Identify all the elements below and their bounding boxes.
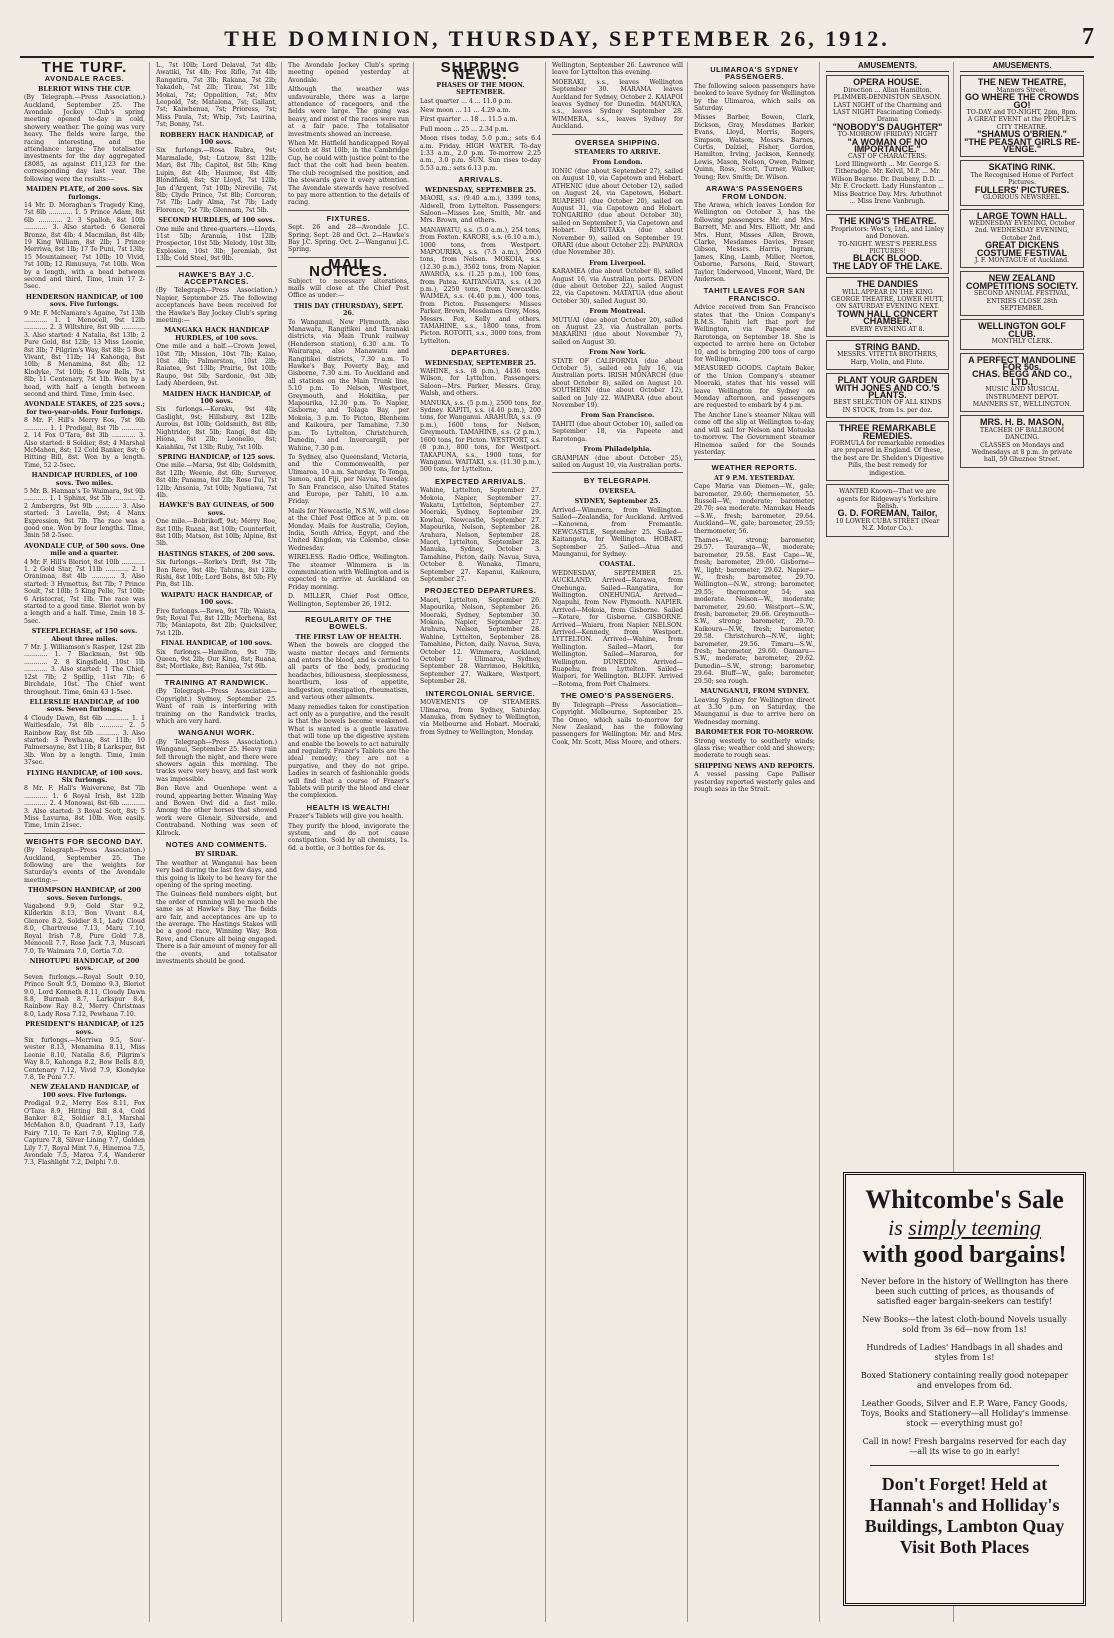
filler-text: Although the weather was unfavourable, there was a large attendance of racegoers, and the fields were large. The going was heavy, and most of the races were run at a fair pace. The totalisator investments showed an increase. — [288, 86, 409, 138]
divider — [288, 611, 409, 612]
dickens-title: GREAT DICKENS COSTUME FESTIVAL — [976, 240, 1068, 258]
filler-text: WEDNESDAY, SEPTEMBER 25. AUCKLAND. Arrived—Rarawa, from Onehunga. Sailed—Rangatira, for Wellington. ONEHUNGA. Arrived—Ngapuhi, from New Plymouth. NAPIER. Arrived—Mokoia, from Gisborne. Sailed—Kotare, for Gisborne. GISBORNE. Arrived—Waiaru, from Napier. NELSON. Arrived—Kennedy, from Westport. LYTTELTON. Arrived—Wahine, from Wellington. Sailed—Maori, for Wellington. Sailed—Mararoa, for Wellington. DUNEDIN. Arrived—Ruapehu, from Lyttelton. Sailed—Waipori, for Wellington. BLUFF. Arrived—Rotoma, from Port Chalmers. — [552, 569, 683, 688]
filler-text: MEASURED GOODS. Captain Baker, of the Union Company's steamer Moeraki, states that his vessel will leave Wellington for Sydney on Monday afternoon, and passengers are requested to embark by 4 p.m. — [694, 365, 815, 410]
filler-text: Wahine, Lyttelton, September 27. Mokoia, Napier, September 27. Wakatu, Lyttelton, September 27. Moeraki, Sydney, September 29. Kowhai, Newcastle, September 27. Mapourika, Nelson, September 28. Arahura, Nelson, September 28. Maori, Lyttelton, September 28. Manuka, Sydney, October 3. Tamahine, Picton, daily. Navua, Suva, October 8. Wanaka, Timaru, September 27. Kapanui, Kaikoura, September 27. — [420, 487, 541, 583]
from-liverpool: From Liverpool. — [589, 258, 646, 267]
whitcombe-para: New Books—the latest cloth-bound Novels usually sold from 3s 6d—now from 1s! — [862, 1315, 1067, 1334]
filler-text: Six furlongs.—Rorke's Drift, 9st 7lb; Bon Reve, 9st 4lb; Tahuna, 8st 12lb; Rishi, 8st 10lb; Lord Bobs, 8st 5lb; Fly Pin, 8st 1lb. — [156, 559, 277, 589]
filler-text: Moon rises today, 5.0 p.m.; sets 6.4 a.m. Friday. HIGH WATER. To-day 1.33 a.m., 2.0 p.m. To-morrow 2.25 a.m., 3.0 p.m. SUN. Sun rises to-day 5.53 a.m.; sets 6.13 p.m. — [420, 135, 541, 172]
filler-text: STATE OF CALIFORNIA (due about October 5), sailed on July 16, via Australian ports. IRISH MONARCH (due about October 8), sailed on August 10. SOUTHERN (due about October 12), sailed on July 22. WAIPARA (due about November 19). — [552, 357, 683, 410]
entries-close: ENTRIES CLOSE 28th SEPTEMBER. — [986, 297, 1058, 312]
section-text: Wellington, September 26. Lawrence will leave for Lyttelton this evening. — [552, 62, 683, 77]
race-heading: FLYING HANDICAP, of 100 sovs. Six furlongs. — [26, 768, 143, 784]
filler-text: 8 Mr. F. Hall's Waiverene, 8st 7lb ............ 1. 6 Royal Irish, 8st 12lb ............ 2. 4 Monowai, 8st 6lb ............ 3. Also started: 3 Royal Scott, 8st; 5 Miss Lavurna, 8st 10lb. Won easily. Time, 1min 21sec. — [24, 785, 145, 830]
weights-heading: WEIGHTS FOR SECOND DAY. — [25, 836, 144, 846]
skating-text: The Recognised Home of Perfect Pictures. — [970, 171, 1074, 187]
from-new-york: From New York. — [589, 348, 646, 357]
begg-address: MANNERS ST., WELLINGTON. — [972, 401, 1072, 409]
section-text: (By Telegraph—Press Association.) Napier, September 25. The following acceptances have been received for the Hawke's Bay Jockey Club's spring meeting:— — [156, 287, 277, 324]
plants-ad — [826, 373, 949, 418]
opera-season: PLIMMER-DENNISTON SEASON. — [833, 94, 942, 102]
tailor-name: G. D. FOREMAN, Tailor, — [837, 508, 938, 519]
arrivals-date: WEDNESDAY, SEPTEMBER 25. — [424, 185, 537, 194]
begg-subtitle: MUSIC AND MUSICAL INSTRUMENT DEPOT. — [985, 386, 1059, 401]
skating-title: SKATING RINK. — [988, 162, 1056, 173]
every-evening: EVERY EVENING AT 8. — [850, 325, 925, 333]
cast-heading: CAST OF CHARACTERS: — [848, 153, 927, 161]
section-text: (By Telegraph—Press Association—Copyright.) Sydney, September 25. Want of rain is interfering with training on the Randwick tracks, which are very hard. — [156, 688, 277, 725]
feature-title: "THE PEASANT GIRLS RE-VENGE." — [964, 136, 1080, 155]
mail-day: THIS DAY (THURSDAY), SEPT. 26. — [293, 301, 404, 318]
go-where: GO WHERE THE CROWDS GO! — [965, 92, 1079, 110]
filler-text: D. MILLER, Chief Post Office, Wellington, September 26, 1912. — [288, 593, 409, 608]
large-hall-text: WEDNESDAY EVENING, October 2nd. WEDNESDAY EVENING, October 2nd. — [969, 219, 1075, 242]
mason-subtitle: TEACHER OF BALLROOM DANCING. — [979, 426, 1065, 442]
filler-text: The Guineas field numbers eight, but the order of running will be much the same as at Hawke's Bay. The fields are fair, and acceptances are up to the average. The Hastings Stakes will be a good race, Winning Way, Bon Reve, and Clenure all being engaged. There is a fair amount of money for all the events, and totalisator investments should be good. — [156, 891, 277, 966]
telegraph-heading: BY TELEGRAPH. — [583, 476, 652, 486]
whitcombe-para: Leather Goods, Silver and E.P. Ware, Fancy Goods, Toys, Books and Stationery—all Holiday's immense stock — everything must go! — [860, 1399, 1069, 1428]
turf-subheading-2: BLERIOT WINS THE CUP. — [38, 84, 131, 93]
weather-subheading: AT 9 P.M. YESTERDAY. — [714, 473, 795, 482]
filler-text: One mile and three-quarters.—Lloyds, 11st 5lb; Aranuia, 10st 12lb; Prospector, 10st 5lb; Melody, 10st 3lb; Explosion, 10st 3lb; Jeremiah, 9st 13lb; Cold Steel, 9st 9lb. — [156, 225, 277, 263]
divider — [552, 134, 683, 135]
newspaper-title: THE DOMINION, THURSDAY, SEPTEMBER 26, 1912. — [224, 26, 890, 51]
tailor-address: 10 LOWER CUBA STREET (Near N.Z. Motor Co.). — [835, 517, 940, 533]
filler-text: Six furlongs.—Koraku, 9st 4lb; Gaslight, 9st; Hillsbury, 8st 12lb; Aurous, 8st 10lb; Goldsmith, 8st 8lb; Nightrider, 8st 5lb; Rangi, 8st 4lb; Hiona, 8st 2lb; Leonello, 8st; Kaiahiku, 7st 13lb; Ruby, 7st 10lb. — [156, 406, 277, 451]
classes-text: CLASSES on Mondays and Wednesdays at 8 p.m. in private hall, 59 Ghuznee Street. — [971, 441, 1073, 464]
filler-text: Arrived—Wimmera, from Wellington. Sailed—Zealandia, for Auckland. Arrived—Kanowna, from Fremantle. NEWCASTLE, September 25. Sailed—Kaitangata, for Wellington. HOBART, September 25. Sailed—Atua and Maunganui, for Sydney. — [552, 506, 683, 558]
whitcombe-bargains: with good bargains! — [862, 1242, 1067, 1268]
filler-text: Five furlongs.—Rewa, 9st 7lb; Waiata, 9st; Royal Tui, 8st 12lb; Morhena, 8st 7lb; Maniapoto, 8st 2lb; Quicksilver, 7st 12lb. — [156, 607, 277, 637]
arrivals-heading: ARRIVALS. — [458, 175, 503, 185]
mandoline-title: A PERFECT MANDOLINE FOR 50s. — [968, 354, 1076, 372]
filler-text: 8 Mr. F. Hill's Merry Eos, 7st 9lb ............ 1. 1 Prodigal, 8st 7lb ............ 2. 14 Fox O'Tara, 8st 3lb ............ 3. Also started: 8 Soldier, 8st; 4 Marshal McMahon, 8st; 12 Cold Banker, 8st; 6 Hitting Bill, 8st. Won by a length. Time, 52 2-5sec. — [24, 417, 145, 469]
filler-text: The Arawa, which leaves London for Wellington on October 3, has the following passengers: Mr. and Mrs. Barrett, Mr. and Mrs. Elliott, Mr. and Mrs. Hunt, Misses Allen, Brown, Clarke, Mesdames Davies, Fraser, Gibson, Messrs. Harris, Ingram, James, King, Lamb, Miller, Norton, Osborne, Parsons, Reid, Stewart, Taylor, Underwood, Vincent, Ward, Dr. Anderson. — [694, 201, 815, 283]
fullers-title: FULLERS' PICTURES. — [974, 184, 1070, 195]
filler-text: 14 Mr. D. Moraghan's Tragedy King, 7st 8lb ............ 1. 5 Prince Adam, 8st 6lb ............ 2. 3 Spalloh, 8st 10lb ............ 3. Also started: 6 General Bronze, 8st 4lb; 4 Macmilan, 8st 4lb; 19 King William, 8st 2lb; 1 Prince Merriwa, 8st 1lb; 17 Te Puni, 7st 13lb; 15 Mountaineer, 7st 10lb; 10 Vivid, 7st 10lb; 12 Rimusuya, 7st 10lb. Won by a length, with a head between second and third. Time, 1min 17 2-5sec. — [24, 201, 145, 291]
glorious-text: GLORIOUS NEWSREEL. — [982, 194, 1062, 202]
divider — [156, 674, 277, 675]
whitcombe-para: Boxed Stationery containing really good notepaper and envelopes from 6d. — [860, 1371, 1069, 1390]
weather-heading: WEATHER REPORTS. — [711, 463, 798, 473]
section-heading-shipping: SHIPPING NEWS. — [440, 62, 521, 84]
filler-text: Strong westerly to southerly winds; glass rise; weather cold and showery; moderate to rough seas. — [694, 737, 815, 760]
section-text: Subject to necessary alterations, mails will close at the Chief Post Office as under:— — [288, 277, 409, 300]
filler-text: Bon Reve and Ouenhope went a round, appearing better. Winning Way and Bowen Owl did a fast mile. Among the other horses that showed work were Glenair, Silverside, and Contraband. Nothing was seen of Kilrock. — [156, 785, 277, 837]
section-heading: NOTES AND COMMENTS. — [165, 840, 268, 849]
filler-text: WIRELESS. Radio Office, Wellington. The steamer Wimmera is in communication with Wellington and is expected to arrive at Auckland on Friday morning. — [288, 554, 409, 591]
filler-text: MANUKA, s.s. (5 p.m.), 2500 tons, for Sydney. KAPITI, s.s. (4.40 p.m.), 200 tons, for Wanganui. ARAHURA, s.s. (9 p.m.), 1600 tons, for Nelson, Greymouth. TAMAHINE, s.s. (2 p.m.), 1600 tons, for Picton. WESTPORT, s.s. (8 p.m.), 800 tons, for Westport. TAKAPUNA, s.s., 1900 tons, for Wanganui. WAITAKI, s.s. (11.30 p.m.), 500 tons, for Lyttelton. — [420, 399, 541, 474]
play-title: "NOBODY'S DAUGHTER" — [832, 121, 943, 132]
new-theatre-title: THE NEW THEATRE, — [977, 77, 1067, 88]
filler-text: Advice received from San Francisco states that the Union Company's R.M.S. Tahiti left that port for Wellington, via Papeete and Rarotonga, on September 18. She is expected to arrive here on October 10, and is bringing 200 tons of cargo for Wellington. — [694, 304, 815, 364]
remedies-ad — [826, 421, 949, 481]
item-heading: SPRING HANDICAP, of 125 sovs. — [157, 452, 276, 461]
kings-proprietors: Proprietors: West's, Ltd., and Linley and Donovan. — [830, 225, 945, 241]
competitions-title: NEW ZEALAND COMPETITIONS SOCIETY. — [965, 273, 1078, 291]
filler-text: Seven furlongs.—Royal Soult 9.10, Prince Soult 9.5, Domino 9.3, Bleriot 9.0, Lord Kenneth 8.11, Cloudy Dawn 8.8, Burmah 8.7, Larkspur 8.4, Rainbow Ray 8.2, Merry Christmas 8.0, Lady Rosa 7.12, Pewhaua 7.10. — [24, 973, 145, 1018]
showtimes: TO-DAY and TO-NIGHT, 2pm, 8pm. — [966, 109, 1078, 117]
departures-heading: DEPARTURES. — [451, 348, 510, 358]
race-heading: NEW ZEALAND HANDICAP, of 100 sovs. Five furlongs. — [30, 1083, 139, 1099]
filler-text: GRAMPIAN (due about October 25), sailed on August 10, via Australian ports. — [552, 454, 683, 469]
item-heading: ROBBERY HACK HANDICAP, of 100 sovs. — [159, 130, 274, 147]
item-heading: WAIPATU HACK HANDICAP, of 100 sovs. — [161, 590, 272, 607]
filler-text: One mile.—Bobrikoff, 9st; Merry Roe, 8st 10lb; Ruana, 8st 10lb; Counterfeit, 8st 10lb; Matson, 8st 10lb; Alpine, 8st 5lb. — [156, 518, 277, 548]
filler-text: To Sydney, also Queensland, Victoria, and the Commonwealth, per Ulimaroa, 10 a.m. Saturday. To Tonga, Samoa, and Fiji, per Navua, Tuesday. To San Francisco, also United States and Europe, per Tahiti, 10 a.m. Friday. — [288, 453, 409, 506]
kings-programme: TO-NIGHT. WEST'S PEERLESS PICTURES! — [838, 240, 937, 255]
weather-text: Cape Maria van Diemen—W., gale; barometer, 29.60; thermometer, 55. Russell—W., moderate; barometer, 29.70; sea moderate. Manukau Heads—S.W., fresh; barometer, 29.64. Auckland—W., gale; barometer, 29.55; thermometer, 56. — [694, 483, 815, 535]
remedies-text: FORMULA for remarkable remedies are prepared in England. Of these, the best are Dr. Sheldon's Digestive Pills, the best remedy for indigestion. — [830, 440, 945, 477]
kings-theatre-ad — [826, 214, 949, 274]
amusements-heading: AMUSEMENTS. — [960, 62, 1084, 72]
string-band-title: STRING BAND. — [855, 342, 920, 352]
string-band-ad — [826, 340, 949, 370]
great-event: A GREAT EVENT at the PEOPLE'S CITY THEATRE. — [967, 116, 1077, 131]
moon-phases-heading: PHASES OF THE MOON. SEPTEMBER. — [436, 80, 525, 97]
projected-heading: PROJECTED DEPARTURES. — [424, 586, 537, 596]
expected-heading: EXPECTED ARRIVALS. — [434, 476, 527, 486]
oversea-subheading: OVERSEA. — [598, 486, 637, 495]
golf-subtitle: MONTHLY CLERK. — [991, 338, 1053, 346]
moon-phase-line: Full moon ... 25 ... 2.34 p.m. — [420, 125, 509, 133]
filler-text: Lord Illingworth ... Mr. George S. Titheradge. Mr. Kelvil, M.P. ... Mr. Wilson Bearne. Dr. Daubeny, D.D. ... Mr. F. Crockett. Lady Hunstanton ... Miss Beatrice Day. Mrs. Arbuthnot ... Miss Irene Vanbrugh. — [831, 160, 944, 205]
section-text: The weather at Wanganui has been very bad during the last few days, and this going is likely to be heavy for the opening of the spring meeting. — [156, 859, 277, 890]
page-number: 7 — [1082, 24, 1094, 50]
filler-text: Leaving Sydney for Wellington direct at 3.30 p.m. on Saturday, the Maunganui is due to arrive here on Wednesday morning. — [694, 696, 815, 726]
section-heading: TRAINING AT RANDWICK. — [164, 677, 269, 687]
filler-text: 4 Cloudy Dawn, 8st 6lb ............ 1. 1 Waitlesdale, 7st 8lb ............ 2. 5 Rainbow Ray, 8st 5lb ............ 3. Also started: 3 Pewhaua, 8st 11lb; 10 Palmersayne, 8st 11lb; 8 Larkspur, 8st 3lb. Won by a length. Time, 1min 37sec. — [24, 714, 145, 767]
filler-text: Six furlongs.—Rosa Rubra, 9st; Marmalade, 9st; Lutzow, 8st 12lb; Mari, 8st 7lb; Capitol, 8st 5lb; King Lupin, 8st 4lb; Haumoe, 8st 4lb; Blondfield, 8st; Sir Lloyd, 7st 12lb; Jan d'Argent, 7st 10lb; Nireville, 7st 8lb; Clyde Prince, 7st 8lb; Corcoran, 7st 7lb; Lady Alma, 7st 7lb; Lady Florence, 7st 7lb; Glennam, 7st 5lb. — [156, 147, 277, 214]
departures-text: WAHINE, s.s. (8 p.m.), 4436 tons, Wilson, for Lyttelton. Passengers: Saloon—Mrs. Parker, Messrs. Gray, Walsh, and others. — [420, 368, 541, 398]
tailor-ad — [826, 484, 949, 536]
column-racing-2 — [152, 62, 282, 1622]
dandies-text: WILL APPEAR IN THE KING GEORGE THEATRE, LOWER HUTT, ON SATURDAY EVENING NEXT. — [831, 288, 944, 311]
whitcombe-tagline-a: is — [888, 1215, 909, 1240]
filler-text: Six furlongs.—Merriwa 9.5, Sou'-wester 8.13, Menamina 8.11, Miss Leonie 8.10, Natalia 8.6, Pilgrim's Way 8.5, Kahonga 8.2, Bow Bells 8.0, Centenary 7.12, Vivid 7.9, Klondyke 7.8, Te Puni 7.7. — [24, 1036, 145, 1081]
filler-text: The Anchor Line's steamer Nikau will come off the slip at Wellington to-day, and will sail for Nelson and Motueka to-morrow. The Government steamer Hinemoa sailed for the Sounds yesterday. — [694, 411, 815, 456]
remedies-title: THREE REMARKABLE REMEDIES. — [838, 423, 936, 441]
race-heading: HANDICAP HURDLES, of 100 sovs. Two miles. — [31, 471, 138, 487]
oversea-heading: OVERSEA SHIPPING. — [575, 137, 660, 147]
race-heading: PRESIDENT'S HANDICAP, of 125 sovs. — [25, 1020, 144, 1036]
golf-club-ad — [960, 319, 1084, 349]
vitetta-text: MESSRS. VITETTA BROTHERS, Harp, Violin, and Flute. — [837, 351, 938, 366]
whitcombe-para: Never before in the history of Wellington has there been such cutting of prices, as thousands of satisfied eager bargain-seekers can testify! — [860, 1277, 1069, 1306]
competitions-ad — [960, 271, 1084, 316]
item-heading: MANGAKA HACK HANDICAP HURDLES, of 100 sovs. — [164, 326, 269, 342]
departures-date: WEDNESDAY, SEPTEMBER 25. — [424, 358, 537, 367]
race-heading: AVONDALE CUP, of 500 sovs. One mile and a quarter. — [24, 541, 145, 558]
weights-text: (By Telegraph—Press Association.) Auckland, September 25. The following are the weights for Saturday's events of the Avondale meeting:— — [24, 847, 145, 884]
item-heading: MAIDEN HACK HANDICAP, of 100 sovs. — [162, 389, 271, 406]
race-heading: MAIDEN PLATE, of 200 sovs. Six furlongs. — [26, 185, 143, 201]
filler-text: 4 Mr. F. Hill's Bleriot, 8st 10lb ............ 1. 2 Gold Star, 7st 11lb ............ 2. 1 Oranimaa, 8st 4lb ............ 3. Also started: 3 Hymettus, 8st 7lb; 7 Prince Soult, 7st 10lb; 5 King Pelle, 7st 10lb; 6 Aristocrat, 7st 1lb. The race was started to a good time. Bleriot won by a length and a half. Time, 2min 18 3-5sec. — [24, 558, 145, 625]
section-heading-mail: MAIL NOTICES. — [309, 255, 388, 281]
filler-text: KARAMEA (due about October 8), sailed August 16, via Australian ports. DEVON (due about October 22), sailed August 22, via Capetown. MATATUA (due about October 30), sailed August 30. — [552, 268, 683, 305]
feature-title: "SHAMUS O'BRIEN." — [977, 129, 1067, 140]
whitcombe-para: Hundreds of Ladies' Handbags in all shades and styles from 1s! — [866, 1343, 1063, 1362]
filler-text: When Mr. Hatfield handicapped Royal Scotch at 8st 10lb, in the Cambridge Cup, he could with justice point to the fact that the colt had been beaten. The club recognised the position, and the stewards gave it every attention. The Avondale stewards have resolved to pay more attention to the details of racing. — [288, 140, 409, 207]
filler-text: Many remedies taken for constipation act only as a purgative, and the result is that the bowels become weakened. What is wanted is a gentle laxative that will tone up the digestive system and enable the bowels to act naturally and regularly. Frazer's Tablets are the ideal remedy; they are not a purgative, and they do not gripe. Ladies in search of fashionable goods will find that a course of Frazer's Tablets will purify the blood and clear the complexion. — [288, 703, 409, 800]
whitcombes-sale-ad — [843, 1172, 1086, 1606]
filler-text: MOVEMENTS OF STEAMERS. Ulimaroa, from Sydney, Saturday. Manuka, from Sydney to Wellington, via Melbourne and Hobart. Moeraki, from Sydney to Wellington, Monday. — [420, 699, 541, 736]
item-heading: SECOND HURDLES, of 100 sovs. — [158, 216, 275, 225]
race-heading: ELLERSLIE HANDICAP, of 100 sovs. Seven furlongs. — [29, 697, 140, 714]
feature-title: THE LADY OF THE LAKE. — [832, 260, 943, 271]
section-heading: TAHITI LEAVES FOR SAN FRANCISCO. — [703, 286, 806, 303]
section-heading: WANGANUI WORK. — [178, 728, 255, 738]
section-heading: REGULARITY OF THE BOWELS. — [305, 615, 392, 632]
divider — [156, 266, 277, 267]
new-theatre-ad — [960, 75, 1084, 157]
divider — [870, 1465, 1059, 1466]
column-shipping — [416, 62, 546, 1622]
filler-text: Thames—W., strong; barometer, 29.57. Tauranga—W., moderate; barometer, 29.58. East Cape—W., fresh; barometer, 29.60. Gisborne—W., light; barometer, 29.62. Napier—W., fresh; barometer, 29.70. Wellington—N.W., strong; barometer, 29.55; thermometer, 54; sea moderate. Nelson—W., moderate; barometer, 29.60. Westport—S.W., fresh; barometer, 29.66. Greymouth—S.W., strong; barometer, 29.70. Kaikoura—N.W., fresh; barometer, 29.58. Christchurch—N.W., light; barometer, 29.56. Timaru—S.W., fresh; barometer, 29.60. Oamaru—S.W., moderate; barometer, 29.62. Dunedin—S.W., strong; barometer, 29.64. Bluff—W., gale; barometer, 29.50; sea rough. — [694, 536, 815, 685]
turf-subheading: AVONDALE RACES. — [44, 74, 125, 84]
whitcombe-tagline — [860, 1215, 1069, 1241]
moon-phase-line: First quarter ... 18 ... 11.5 a.m. — [420, 116, 518, 124]
filler-text: 9 Mr. F. McNamara's Againe, 7st 13lb ............ 1. 1 Menocell, 9st 12lb ............ 2. 3 Wiltshire, 8st 9lb ............ 3. Also started: 4 Natalia, 8st 13lb; 2 Pure Gold, 8st 12lb; 13 Miss Leonie, 8st 3lb; 7 Pilgrim's Way, 8st 8lb; 5 Bon Vivant, 8st 11lb; 14 Kahonga, 8st 10lb; 8 Menamina, 8st 4lb; 12 Klodyke, 7st 10lb; 6 Bow Bells, 7st 8lb; 11 Centenary, 7st 1lb. Won by a head, with half a length between second and third. Time, 1min 4sec. — [24, 309, 145, 399]
arrivals-text: MAORI, s.s. (9.40 a.m.), 3399 tons, Aldwell, from Lyttelton. Passengers: Saloon—Misses Lee, Smith, Mr. and Mrs. Brown, and others. — [420, 195, 541, 225]
intercolonial-heading: INTERCOLONIAL SERVICE. — [425, 688, 536, 698]
filler-text: IONIC (due about September 27), sailed on August 10, via Capetown and Hobart. ATHENIC (due about October 12), sailed on August 24, via Capetown, Hobart. RUAPEHU (due October 20), sailed on August 31, via Capetown and Hobart. TONGARIRO (due about October 30), sailed on September 5, via Capetown and Hobart. RIMUTAKA (due about November 9), sailed on September 19. ORARI (due about October 22). PAPAROA (due November 30). — [552, 167, 683, 257]
plants-text: BEST SELECTION OF ALL KINDS IN STOCK, from 1s. per doz. — [833, 399, 942, 414]
whitcombe-headline: Whitcombe's Sale — [865, 1185, 1064, 1214]
column-oversea — [548, 62, 688, 1622]
divider — [288, 210, 409, 211]
section-text: When the bowels are clogged the waste matter decays and ferments and enters the blood, and is carried to all parts of the body, producing headaches, biliousness, sleeplessness, heartburn, loss of appetite, indigestion, constipation, rheumatism, and various other ailments. — [288, 642, 410, 702]
large-hall-title: LARGE TOWN HALL. — [976, 210, 1068, 221]
filler-text: By Telegraph—Press Association—Copyright. Melbourne, September 25. The Omeo, which sails to-morrow for New Zealand, has the following passengers for Wellington: Mr. and Mrs. Cook, Mr. Scott, Miss Moore, and others. — [552, 701, 683, 746]
section-subheading: BY SIRDAR. — [194, 850, 239, 859]
section-text: The following saloon passengers have booked to leave Sydney for Wellington by the Ulimaroa, which sails on Saturday. — [694, 82, 815, 113]
filler-text: MOERAKI, s.s., leaves Wellington September 30. MARAMA leaves Auckland for Sydney, October 2. KAIAPOI leaves Sydney for Dunedin. MANUKA, s.s., leaves Sydney September 28. WIMMERA, s.s., leaves Sydney for Auckland. — [552, 78, 683, 131]
from-philadelphia: From Philadelphia. — [583, 445, 652, 454]
column-turf — [20, 62, 150, 1622]
column-mail — [284, 62, 414, 1622]
montague-text: J. F. MONTAGUE of Auckland. — [974, 256, 1070, 264]
play-title: "A WOMAN OF NO IMPORTANCE." — [847, 136, 928, 155]
section-subheading: MAUNGANUI, FROM SYDNEY. — [700, 687, 809, 696]
opera-house-title: OPERA HOUSE. — [853, 77, 922, 88]
from-london: From London. — [592, 158, 643, 167]
from-san-francisco: From San Francisco. — [580, 411, 655, 420]
section-heading: HEALTH IS WEALTH! — [306, 802, 391, 812]
filler-text: A vessel passing Cape Palliser yesterday reported westerly gales and rough seas in the Strait. — [694, 771, 815, 793]
race-heading: AVONDALE STAKES, of 225 sovs.; for two-year-olds. Four furlongs. — [24, 400, 145, 416]
filler-text: Six furlongs.—Hamilton, 9st 7lb; Queen, 9st 2lb; Our King, 8st; Ruana, 8st; Mortlake, 8st; Ranilea, 7st 9lb. — [156, 648, 277, 671]
race-heading: NIHOTUPU HANDICAP, of 200 sovs. — [29, 956, 140, 973]
divider — [24, 833, 145, 834]
filler-text: Prodigal 9.2, Merry Eos 8.11, Fox O'Tara 8.9, Hitting Bill 8.4, Cold Banker 8.2, Soldier 8.1, Marshal McMahon 8.0, Quadrant 7.13, Lady Fairy 7.10, Te Kari 7.9, Kipling 7.8, Capture 7.8, Silver Lining 7.7, Golden Lily 7.7, Royal Mint 7.6, Hinemoa 7.5, Avondale 7.5, Maroa 7.4, Wanderer 7.3, Flashlight 7.2, Delphi 7.0. — [24, 1100, 145, 1167]
mason-title: MRS. H. B. MASON, — [979, 417, 1064, 428]
filler-text: MANAWATU, s.s. (5.0 a.m.), 254 tons, from Foxton. KARORI, s.s. (6.10 a.m.), 1000 tons, from Westport. MAPOURIKA, s.s. (7.5 a.m.), 2000 tons, from Nelson. MOKOIA, s.s. (12.30 p.m.), 3502 tons, from Napier. AWAROA, s.s. (1.25 p.m.), 100 tons, from Patea. KAITANGATA, s.s. (4.20 p.m.), 2250 tons, from Newcastle. WAIMEA, s.s. (4.40 p.m.), 400 tons, from Picton. Passengers: Misses Parker, Brown, Mesdames Grey, Moss, Messrs. Fox, Kelly and others. TAMAHINE, s.s., 1800 tons, from Picton. ROTOITI, s.s., 3000 tons, from Lyttelton. — [420, 226, 541, 345]
section-heading-turf: THE TURF. — [41, 62, 128, 76]
whitcombe-footer: Don't Forget! Held at Hannah's and Holliday's Buildings, Lambton Quay Visit Both Places — [864, 1474, 1065, 1557]
skating-rink-ad — [960, 160, 1084, 205]
whitcombe-tagline-b: simply teeming — [908, 1215, 1041, 1240]
feature-title: BLACK BLOOD. — [853, 253, 922, 264]
section-heading: ULIMAROA'S SYDNEY PASSENGERS. — [710, 65, 799, 82]
section-text: The Avondale Jockey Club's spring meeting opened yesterday at Avondale. — [288, 62, 409, 84]
filler-text: 7 Mr. J. Williamson's Rasper, 12st 2lb ............ 1. 7 Blackman, 9st 9lb ............ 2. 8 Kingsfield, 10st 1lb ............ 3. Also started: 1 The Chief, 12st 7lb; 2 Spillip, 11st 7lb; 6 Birchdale, 10st. The Chief went throughout. Time, 6min 43 1-5sec. — [24, 644, 145, 696]
filler-text: One mile.—Marsa, 9st 4lb; Goldsmith, 8st 12lb; Weenie, 8st 6lb; Surveyor, 8st 4lb; Panama, 8st 2lb; Rose Tui, 7st 12lb; Ansonia, 7st 10lb; Ngatiawa, 7st 4lb. — [156, 462, 277, 499]
coastal-heading: COASTAL. — [599, 560, 636, 569]
item-heading: FINAL HANDICAP, of 100 sovs. — [160, 639, 273, 648]
new-theatre-address: Manners Street. — [996, 86, 1048, 94]
divider — [694, 459, 815, 460]
race-heading: THOMPSON HANDICAP, of 200 sovs. Seven furlongs. — [28, 886, 141, 902]
town-hall-title: TOWN HALL CONCERT CHAMBER. — [837, 308, 938, 327]
filler-text: TAHITI (due about October 10), sailed on September 18, via Papeete and Rarotonga. — [552, 420, 683, 443]
filler-text: Vagabond 9.9, Gold Star 9.2, Kilderkin 8.13, Bon Vivant 8.4, Glenore 8.2, Soldier 8.1, Lady Cloud 8.0, Chartreuse 7.13, Maru 7.10, Royal Irish 7.8, Pure Gold 7.8, Menocell 7.7, Rose Jack 7.3, Muscari 7.0, Te Waimara 7.0, Cortia 7.0. — [24, 903, 145, 955]
tomorrow-night: TO-MORROW (FRIDAY) NIGHT — [837, 131, 938, 139]
turf-body: (By Telegraph.—Press Association.) Auckland, September 25. The Avondale Jockey Club's spring meeting opened to-day in cold, showery weather. The going was very heavy. The fields were large, the racing interesting, and the attendance large. The totalisator investments for the day aggregated £8085, as against £11,123 for the corresponding day last year. The following were the results:— — [24, 94, 145, 183]
filler-text: To Wanganui, New Plymouth, also Manawatu, Rangitikei and Taranaki districts, via Main Trunk railway (Henderson station), 6.30 a.m. To Wairarapa, also Manawatu and Rangitikei districts, 7.30 a.m. To Hawke's Bay, Poverty Bay, and Gisborne, 7.30 a.m. To Auckland and all stations on the Main Trunk line, 5.10 p.m. To Nelson, Westport, Greymouth, and Hokitika, per Mapourika, 12.30 p.m. To Napier, Gisborne, and Tolaga Bay, per Mokoia, 3 p.m. To Picton, Blenheim and Kaikoura, per Tamahine, 7.30 p.m. To Lyttelton, Christchurch, Dunedin, and Invercargill, per Wahine, 7.30 p.m. — [288, 318, 409, 452]
plants-title: PLANT YOUR GARDEN WITH JONES AND CO.'S PLANTS. — [835, 375, 940, 401]
section-subheading: THE FIRST LAW OF HEALTH. — [295, 632, 402, 641]
filler-text: They purify the blood, invigorate the system, and do not cause constipation. Sold by all chemists, 1s. 6d. a bottle, or 3 bottles for 4s. — [288, 822, 409, 852]
section-heading: HAWKE'S BAY J.C. ACCEPTANCES. — [178, 269, 255, 286]
omeo-heading: THE OMEO'S PASSENGERS. — [560, 691, 675, 701]
begg-title: CHAS. BEGG AND CO., LTD., — [972, 369, 1072, 387]
filler-text: MUTUAI (due about October 20), sailed on August 23, via Australian ports. MAKARINI (due about November 7), sailed on August 30. — [552, 316, 683, 346]
dandies-title: THE DANDIES — [856, 279, 918, 290]
filler-text: Maori, Lyttelton, September 26. Mapourika, Nelson, September 26. Moeraki, Sydney, September 30. Mokoia, Napier, September 27. Arahura, Nelson, September 28. Wahine, Lyttelton, September 28. Tamahine, Picton, daily. Navua, Suva, October 12. Wimmera, Auckland, October 1. Ulimaroa, Sydney, September 28. Warrimoo, Hokitika, September 27. Waikare, Westport, September 28. — [420, 596, 541, 686]
section-subheading: BAROMETER FOR TO-MORROW. — [695, 728, 814, 737]
second-festival: SECOND ANNUAL FESTIVAL, — [974, 290, 1070, 298]
last-night: LAST NIGHT of the Charming and LAST NIGHT Fascinating Comedy-Drama — [833, 101, 942, 124]
section-text: (By Telegraph—Press Association.) Wanganui, September 25. Heavy rain fell through the night, and there were showers again this morning. The tracks were very heavy, and fast work was impossible. — [156, 738, 277, 783]
item-heading: HASTINGS STAKES, of 200 sovs. — [158, 549, 275, 558]
moon-phase-line: New moon ... 11 ... 4.29 a.m. — [420, 107, 511, 115]
wanted-text: WANTED Known—That we are agents for Ridgeway's Yorkshire Relish. — [836, 488, 939, 510]
moon-phase-line: Last quarter ... 4 ... 11.0 p.m. — [420, 97, 513, 105]
section-subheading: SHIPPING NEWS AND REPORTS. — [694, 761, 815, 770]
filler-text: L., 7st 10lb; Lord Delaval, 7st 4lb; Awatiki, 7st 4lb; Fox Rifle, 7st 4lb; Rangatira, 7st 3lb; Rakana, 7st 2lb; Yakadeh, 7st 2lb; Tirau, 7st 1lb; Mokai, 7st; Oppolition, 7st; Mtv Leopold, 7st; Matalona, 7st; Gallant, 7st; Kaiwhenua, 7st; Prioress, 7st; Miss Paula, 7st; Whip, 7st; Laurina, 7st; Bonny, 7st. — [156, 62, 277, 129]
opera-house-ad — [826, 75, 949, 211]
masthead — [20, 22, 1094, 58]
filler-text: One mile and a half.—Crown Jewel, 10st 7lb; Mission, 10st 7lb; Kaiao, 10st 4lb; Palmerston, 10st 2lb; Raiatea, 9st 13lb; Prairie, 9st 10lb; Raupo, 9st 5lb; Sardonic, 9st 3lb; Lady Aberdeen, 9st. — [156, 343, 277, 388]
item-heading: HAWKE'S BAY GUINEAS, of 500 sovs. — [158, 501, 274, 517]
dancing-ad — [960, 415, 1084, 467]
filler-text: Mails for Newcastle, N.S.W., will close at the Chief Post Office at 5 p.m. on Monday. Mails for Australia, Ceylon, India, South Africa, Egypt, and the United Kingdom, via Colombo, close Wednesday. — [288, 507, 409, 552]
section-heading: ARAWA'S PASSENGERS FROM LONDON. — [705, 184, 804, 201]
mandoline-ad — [960, 353, 1084, 413]
opera-director: Direction ... Allan Hamilton. — [843, 86, 932, 94]
amusements-heading: AMUSEMENTS. — [826, 62, 949, 72]
column-passengers — [690, 62, 820, 1622]
section-heading: FIXTURES. — [326, 213, 371, 223]
divider — [552, 472, 683, 473]
race-heading: HENDERSON HANDICAP, of 100 sovs. Five furlongs. — [25, 292, 144, 309]
golf-title: WELLINGTON GOLF CLUB. — [978, 321, 1066, 339]
race-heading: STEEPLECHASE, of 150 sovs. About three miles. — [31, 627, 138, 643]
filler-text: Misses Barber, Bowen, Clark, Dickson, Gray, Mesdames Barker, Evans, Lloyd, Morris, Rogers, Simpson, Watson; Messrs. Barnes, Curtis, Dalziel, Fisher, Gordon, Hamilton, Irving, Jackson, Kennedy, Lewis, Mason, Nelson, Owen, Palmer, Quinn, Ross, Scott, Turner, Walker, Young; Rev. Smith; Dr. Wilson. — [694, 114, 815, 181]
from-montreal: From Montreal. — [589, 307, 646, 316]
section-text: Frazer's Tablets will give you health. — [288, 813, 404, 821]
dandies-ad — [826, 277, 949, 337]
steamers-heading: STEAMERS TO ARRIVE. — [574, 148, 661, 157]
kings-theatre-title: THE KING'S THEATRE. — [838, 216, 937, 227]
sydney-dateline: SYDNEY, September 25. — [574, 497, 661, 506]
filler-text: 5 Mr. B. Hannan's Te Waimara, 9st 9lb ............ 1. 1 Sphinx, 9st 5lb ............ 2. 2 Ambergris, 9st 9lb ............ 3. Also started: 3 Lavella, 9st; 4 Manx Expression, 9st 7lb. The race was a good one. Won by four lengths. Time, 3min 58 2-5sec. — [24, 487, 145, 540]
whitcombe-para: Call in now! Fresh bargains reserved for each day—all its wise to go in early! — [862, 1437, 1067, 1456]
town-hall-ad — [960, 209, 1084, 269]
section-text: Sept. 26 and 28—Avondale J.C. Spring. Sept. 28 and Oct. 2—Hawke's Bay J.C. Spring. Oct. 2—Wanganui J.C. Spring. — [288, 224, 409, 254]
